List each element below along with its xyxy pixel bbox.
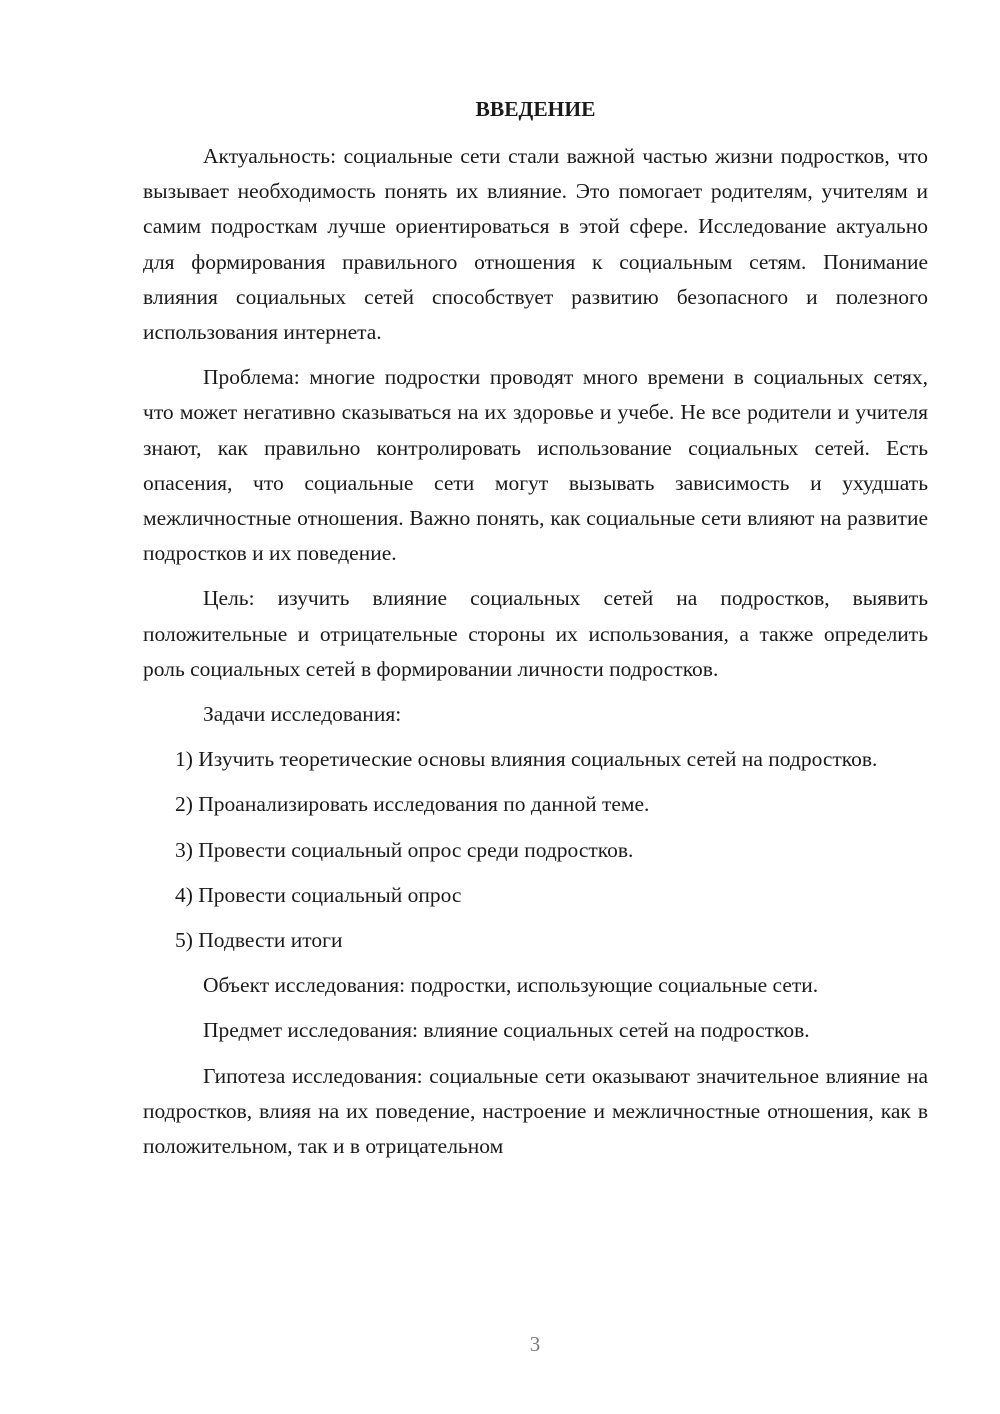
document-page [143,90,928,1174]
tasks-heading: Задачи исследования: [203,702,402,727]
list-item: 5) Подвести итоги [175,928,343,953]
list-item: 3) Провести социальный опрос среди подростков. [175,837,634,862]
list-item: 2) Проанализировать исследования по данной теме. [175,792,650,817]
paragraph-hypothesis: Гипотеза исследования: социальные сети оказывают значительное влияние на подростков, влияя на их поведение, настроение и межличностные отношения, как в положительном, так и в отрицательном [143,1063,928,1159]
list-item: 4) Провести социальный опрос [175,882,462,907]
paragraph-goal: Цель: изучить влияние социальных сетей на подростков, выявить положительные и отрицательные стороны их использования, а также определить роль социальных сетей в формировании личности подростков. [143,586,928,681]
page-title: ВВЕДЕНИЕ [475,97,596,121]
paragraph-subject: Предмет исследования: влияние социальных сетей на подростков. [203,1018,810,1043]
paragraph-problem: Проблема: многие подростки проводят много времени в социальных сетях, что может негативно сказываться на их здоровье и учебе. Не все родители и учителя знают, как правильно контролировать использование социальных сетей. Есть опасения, что социальные сети могут вызывать зависимость и ухудшать межличностные отношения. Важно понять, как социальные сети влияют на развитие подростков и их поведение. [143,365,928,566]
paragraph-relevance: Актуальность: социальные сети стали важной частью жизни подростков, что вызывает необходимость понять их влияние. Это помогает родителям, учителям и самим подросткам лучше ориентироваться в этой сфере. Исследование актуально для формирования правильного отношения к социальным сетям. Понимание влияния социальных сетей способствует развитию безопасного и полезного использования интернета. [143,144,928,345]
tasks-list [143,742,928,958]
paragraph-object: Объект исследования: подростки, использующие социальные сети. [203,973,819,998]
page-number: 3 [529,1332,541,1356]
list-item: 1) Изучить теоретические основы влияния социальных сетей на подростков. [175,747,878,772]
